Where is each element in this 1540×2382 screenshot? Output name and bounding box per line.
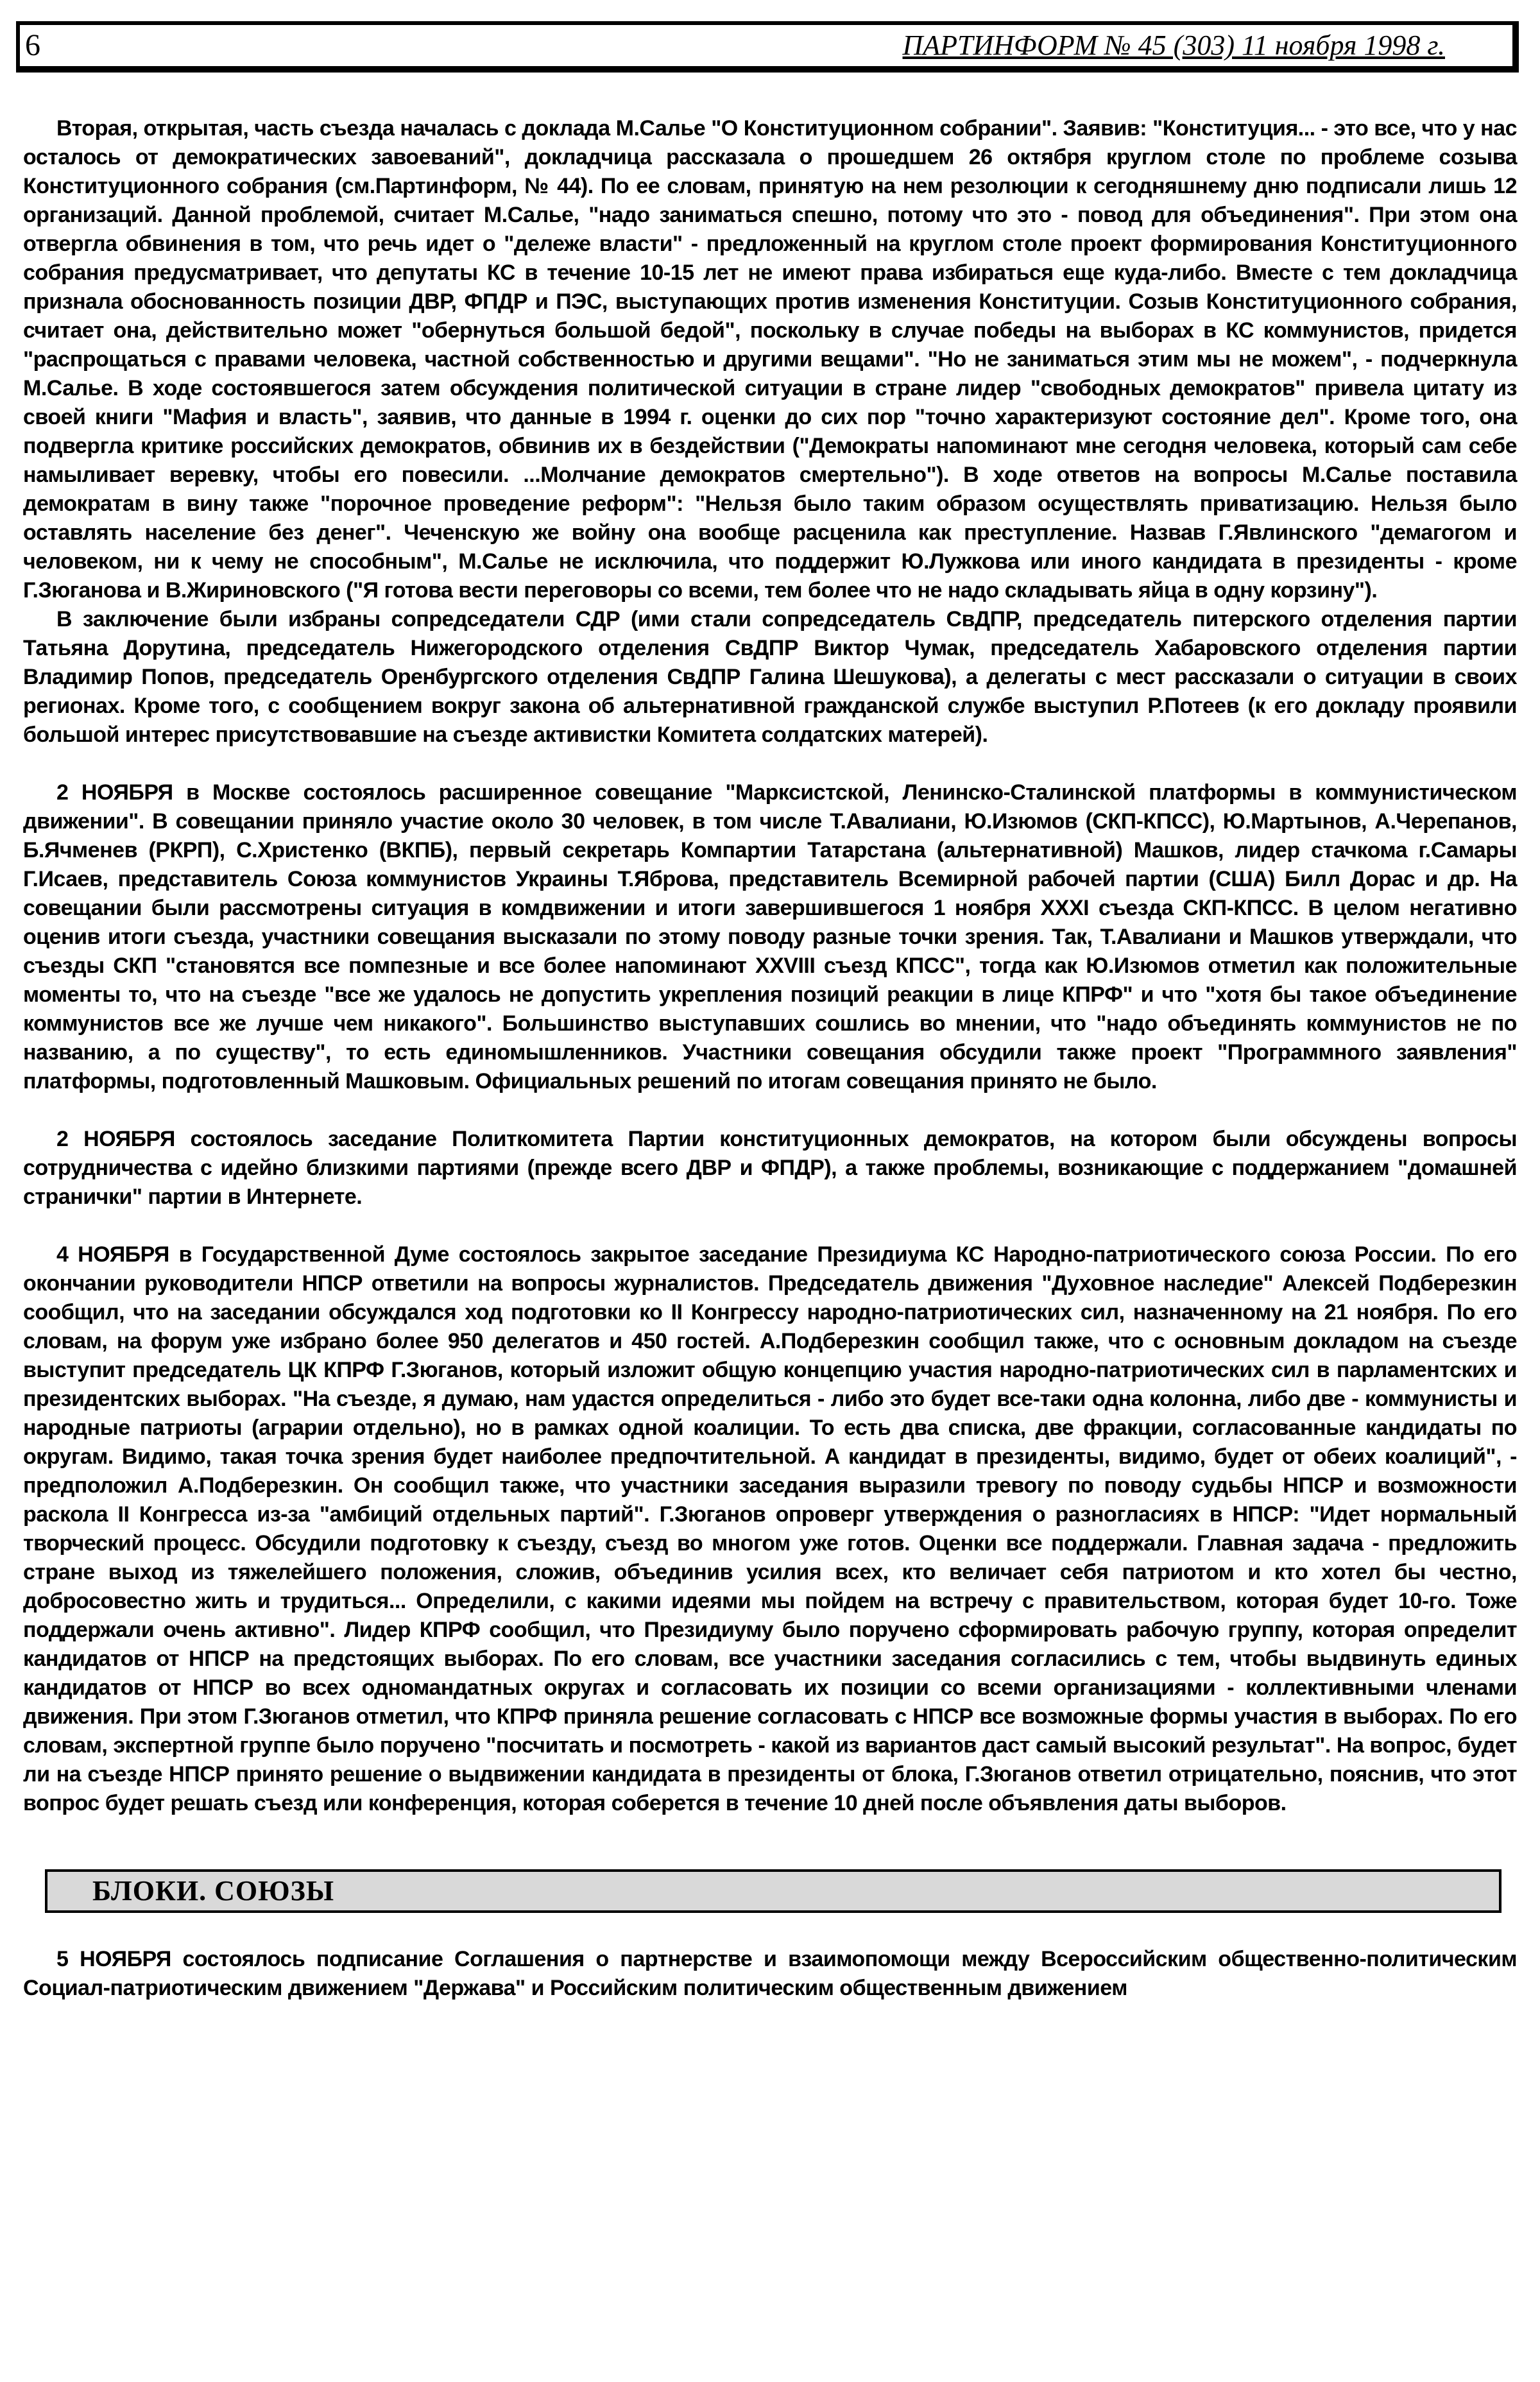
paragraph-date: 2 НОЯБРЯ (56, 1127, 175, 1151)
paragraph-text: В заключение были избраны сопредседатели СДР (ими стали сопредседатель СвДПР, председатель питерского отделения партии Татьяна Дорутина, председатель Нижегородского отделения СвДПР Виктор Чумак, председатель Хабаровского отделения партии Владимир Попов, председатель Оренбургского отделения СвДПР Галина Шешукова), а делегаты с мест рассказали о ситуации в своих регионах. Кроме того, с сообщением вокруг закона об альтернативной гражданской службе выступил Р.Потеев (к его докладу проявили большой интерес присутствовавшие на съезде активистки Комитета солдатских матерей). (23, 607, 1517, 747)
news-paragraph (23, 114, 1517, 605)
paragraph-text: в Государственной Думе состоялось закрытое заседание Президиума КС Народно-патриотического союза России. По его окончании руководители НПСР ответили на вопросы журналистов. Председатель движения "Духовное наследие" Алексей Подберезкин сообщил, что на заседании обсуждался ход подготовки ко II Конгрессу народно-патриотических сил, назначенному на 21 ноября. По его словам, на форум уже избрано более 950 делегатов и 450 гостей. А.Подберезкин сообщил также, что с основным докладом на съезде выступит председатель ЦК КПРФ Г.Зюганов, который изложит общую концепцию участия народно-патриотических сил в парламентских и президентских выборах. "На съезде, я думаю, нам удастся определиться - либо это будет все-таки одна колонна, либо две - коммунисты и народные патриоты (аграрии отдельно), но в рамках одной коалиции. То есть два списка, две фракции, согласованные кандидаты по округам. Видимо, такая точка зрения будет наиболее предпочтительной. А кандидат в президенты, видимо, будет от обеих коалиций", - предположил А.Подберезкин. Он сообщил также, что участники заседания выразили тревогу по поводу судьбы НПСР и возможности раскола II Конгресса из-за "амбиций отдельных партий". Г.Зюганов опроверг утверждения о разногласиях в НПСР: "Идет нормальный творческий процесс. Обсудили подготовку к съезду, съезд во многом уже готов. Оценки все поддержали. Главная задача - предложить стране выход из тяжелейшего положения, сложив, объединив усилия всех, кто величает себя патриотом и кто хотел бы честно, добросовестно жить и трудиться... Определили, с какими идеями мы пойдем на встречу с правительством, которая будет 10-го. Тоже поддержали очень активно". Лидер КПРФ сообщил, что Президиуму было поручено сформировать рабочую группу, которая определит кандидатов от НПСР на предстоящих выборах. По его словам, все участники заседания согласились с тем, чтобы выдвинуть единых кандидатов от НПСР во всех одномандатных округах и согласовать их позиции со всеми организациями - коллективными членами движения. При этом Г.Зюганов отметил, что КПРФ приняла решение согласовать с НПСР все возможные формы участия в выборах. По его словам, экспертной группе было поручено "посчитать и посмотреть - какой из вариантов даст самый высокий результат". На вопрос, будет ли на съезде НПСР принято решение о выдвижении кандидата в президенты от блока, Г.Зюганов ответил отрицательно, пояснив, что этот вопрос будет решать съезд или конференция, которая соберется в течение 10 дней после объявления даты выборов. (23, 1242, 1517, 1815)
paragraph-date: 5 НОЯБРЯ (56, 1947, 171, 1971)
paragraph-text: состоялось заседание Политкомитета Партии конституционных демократов, на котором были обсуждены вопросы сотрудничества с идейно близкими партиями (прежде всего ДВР и ФПДР), а также проблемы, возникающие с поддержанием "домашней странички" партии в Интернете. (23, 1127, 1517, 1209)
news-paragraph (23, 1240, 1517, 1818)
paragraph-date: 4 НОЯБРЯ (56, 1242, 169, 1267)
page-header (16, 21, 1519, 73)
news-paragraph (23, 1945, 1517, 2003)
section-header-title: БЛОКИ. СОЮЗЫ (92, 1875, 335, 1906)
news-paragraph (23, 778, 1517, 1096)
news-paragraph (23, 1125, 1517, 1212)
news-paragraph (23, 605, 1517, 750)
newsletter-title: ПАРТИНФОРМ № 45 (303) 11 ноября 1998 г. (902, 30, 1445, 61)
article-body (23, 114, 1517, 2003)
section-header-box (45, 1869, 1502, 1913)
paragraph-date: 2 НОЯБРЯ (56, 780, 173, 805)
paragraph-text: Вторая, открытая, часть съезда началась с доклада М.Салье "О Конституционном собрании". Заявив: "Конституция... - это все, что у нас осталось от демократических завоеваний", докладчица рассказала о прошедшем 26 октября круглом столе по проблеме созыва Конституционного собрания (см.Партинформ, № 44). По ее словам, принятую на нем резолюции к сегодняшнему дню подписали лишь 12 организаций. Данной проблемой, считает М.Салье, "надо заниматься спешно, потому что это - повод для объединения". При этом она отвергла обвинения в том, что речь идет о "дележе власти" - предложенный на круглом столе проект формирования Конституционного собрания предусматривает, что депутаты КС в течение 10-15 лет не имеют права избираться еще куда-либо. Вместе с тем докладчица признала обоснованность позиции ДВР, ФПДР и ПЭС, выступающих против изменения Конституции. Созыв Конституционного собрания, считает она, действительно может "обернуться большой бедой", поскольку в случае победы на выборах в КС коммунистов, придется "распрощаться с правами человека, частной собственностью и другими вещами". "Но не заниматься этим мы не можем", - подчеркнула М.Салье. В ходе состоявшегося затем обсуждения политической ситуации в стране лидер "свободных демократов" привела цитату из своей книги "Мафия и власть", заявив, что данные в 1994 г. оценки до сих пор "точно характеризуют состояние дел". Кроме того, она подвергла критике российских демократов, обвинив их в бездействии ("Демократы напоминают мне сегодня человека, который сам себе намыливает веревку, чтобы его повесили. ...Молчание демократов смертельно"). В ходе ответов на вопросы М.Салье поставила демократам в вину также "порочное проведение реформ": "Нельзя было таким образом осуществлять приватизацию. Нельзя было оставлять население без денег". Чеченскую же войну она вообще расценила как преступление. Назвав Г.Явлинского "демагогом и человеком, ни к чему не способным", М.Салье не исключила, что поддержит Ю.Лужкова или иного кандидата в президенты - кроме Г.Зюганова и В.Жириновского ("Я готова вести переговоры со всеми, тем более что не надо складывать яйца в одну корзину"). (23, 116, 1517, 603)
paragraph-text: состоялось подписание Соглашения о партнерстве и взаимопомощи между Всероссийским общественно-политическим Социал-патриотическим движением "Держава" и Российским политическим общественным движением (23, 1947, 1517, 2000)
paragraph-text: в Москве состоялось расширенное совещание "Марксистской, Ленинско-Сталинской платформы в коммунистическом движении". В совещании приняло участие около 30 человек, в том числе Т.Авалиани, Ю.Изюмов (СКП-КПСС), Ю.Мартынов, А.Черепанов, Б.Ячменев (РКРП), С.Христенко (ВКПБ), первый секретарь Компартии Татарстана (альтернативной) Машков, лидер стачкома г.Самары Г.Исаев, представитель Союза коммунистов Украины Т.Яброва, представитель Всемирной рабочей партии (США) Билл Дорас и др. На совещании были рассмотрены ситуация в комдвижении и итоги завершившегося 1 ноября XXXI съезда СКП-КПСС. В целом негативно оценив итоги съезда, участники совещания высказали по этому поводу разные точки зрения. Так, Т.Авалиани и Машков утверждали, что съезды СКП "становятся все помпезные и все более напоминают XXVIII съезд КПСС", тогда как Ю.Изюмов отметил как положительные моменты то, что на съезде "все же удалось не допустить укрепления позиций реакции в лице КПРФ" и что "хотя бы такое объединение коммунистов все же лучше чем никакого". Большинство выступавших сошлись во мнении, что "надо объединять коммунистов не по названию, а по существу", то есть единомышленников. Участники совещания обсудили также проект "Программного заявления" платформы, подготовленный Машковым. Официальных решений по итогам совещания принято не было. (23, 780, 1517, 1093)
page-number: 6 (25, 28, 40, 62)
